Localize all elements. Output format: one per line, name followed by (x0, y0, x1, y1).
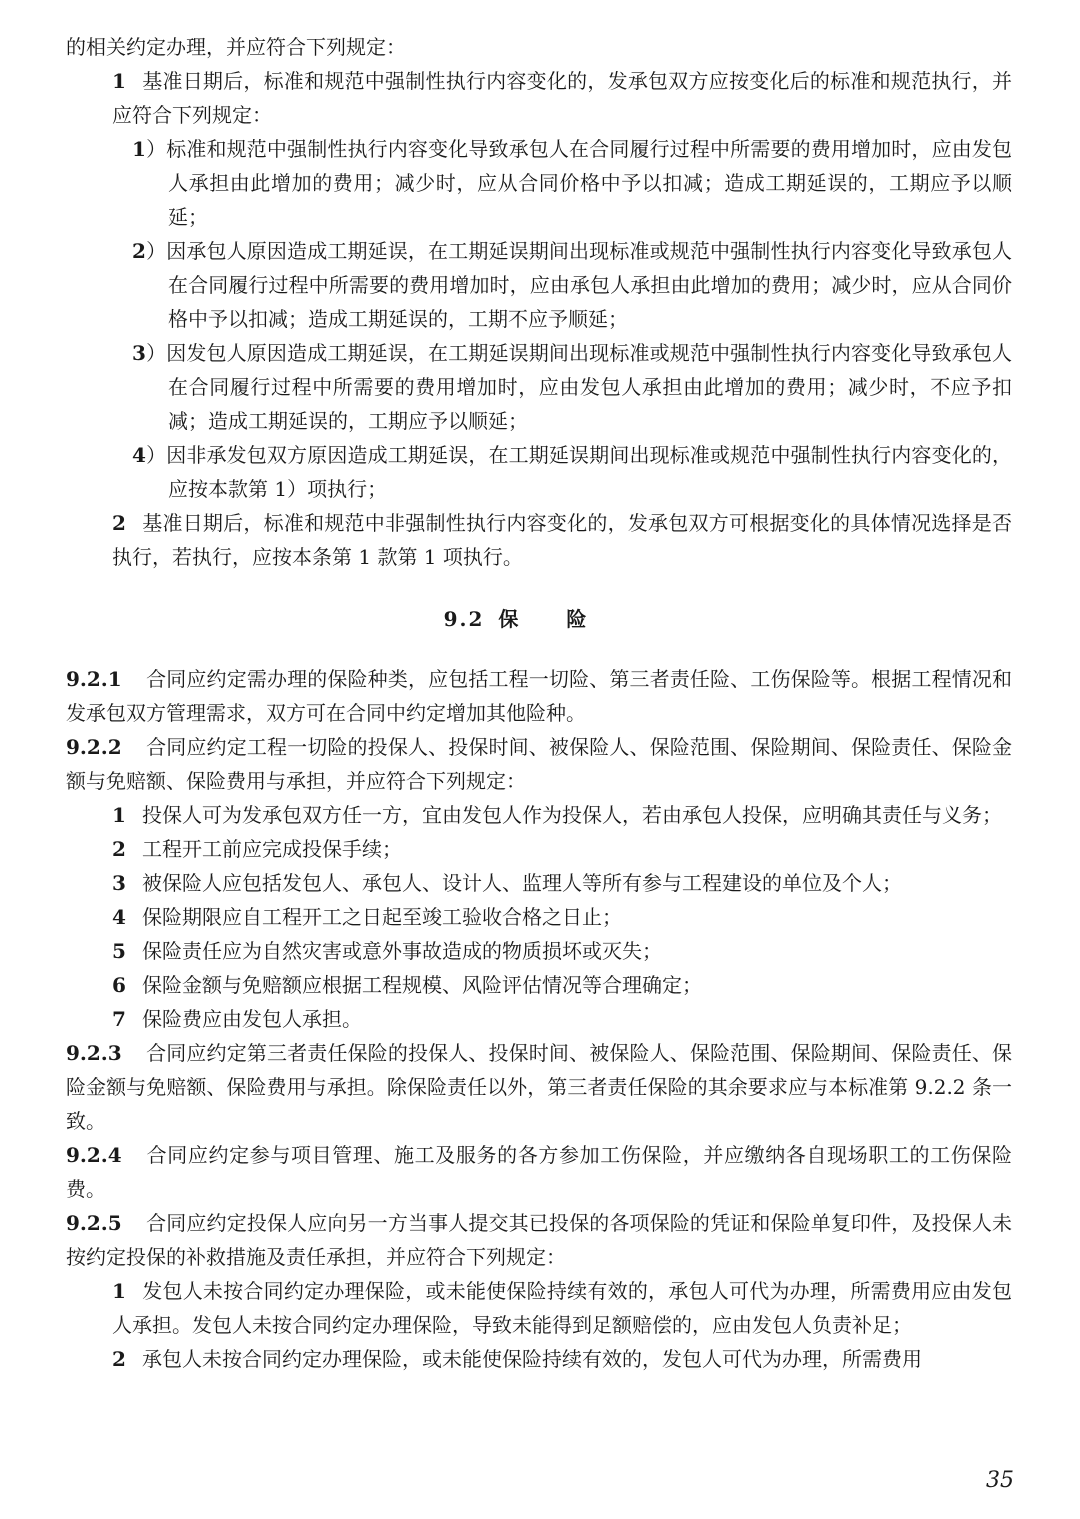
subitem-text: ）标准和规范中强制性执行内容变化导致承包人在合同履行过程中所需要的费用增加时，应由发包人承担由此增加的费用；减少时，应从合同价格中予以扣减；造成工期延误的，工期应予以顺延； (145, 137, 1012, 229)
page-content (66, 30, 1012, 1376)
clause-text: 合同应约定第三者责任保险的投保人、投保时间、被保险人、保险范围、保险期间、保险责任、保险金额与免赔额、保险费用与承担。除保险责任以外，第三者责任保险的其余要求应与本标准第 9.2.2 条一致。 (66, 1041, 1012, 1133)
item-number: 3 (112, 871, 126, 895)
clause-text: 合同应约定需办理的保险种类，应包括工程一切险、第三者责任险、工伤保险等。根据工程情况和发承包双方管理需求，双方可在合同中约定增加其他险种。 (66, 667, 1012, 725)
clause-9-2-2-item-5 (66, 934, 1012, 968)
item-text: 工程开工前应完成投保手续； (142, 837, 402, 861)
item-text: 承包人未按合同约定办理保险，或未能使保险持续有效的，发包人可代为办理，所需费用 (142, 1347, 922, 1371)
clause-number: 9.2.2 (66, 735, 122, 759)
item-text: 发包人未按合同约定办理保险，或未能使保险持续有效的，承包人可代为办理，所需费用应由发包人承担。发包人未按合同约定办理保险，导致未能得到足额赔偿的，应由发包人负责补足； (112, 1279, 1012, 1337)
clause-9-2-5-item-2 (66, 1342, 1012, 1376)
item-text: 保险费应由发包人承担。 (142, 1007, 362, 1031)
item-number: 2 (112, 511, 126, 535)
subitem-number: 3 (132, 341, 146, 365)
subitem-4 (66, 438, 1012, 506)
clause-number: 9.2.5 (66, 1211, 122, 1235)
subitem-1 (66, 132, 1012, 234)
item-text: 保险期限应自工程开工之日起至竣工验收合格之日止； (142, 905, 622, 929)
subitem-number: 1 (132, 137, 146, 161)
subitem-3 (66, 336, 1012, 438)
clause-number: 9.2.1 (66, 667, 122, 691)
subitem-2 (66, 234, 1012, 336)
clause-text: 合同应约定参与项目管理、施工及服务的各方参加工伤保险，并应缴纳各自现场职工的工伤保险费。 (66, 1143, 1012, 1201)
subitem-text: ）因非承发包双方原因造成工期延误，在工期延误期间出现标准或规范中强制性执行内容变化的，应按本款第 1）项执行； (145, 443, 1012, 501)
clause-9-2-5-item-1 (66, 1274, 1012, 1342)
section-heading (66, 602, 1012, 636)
item-number: 5 (112, 939, 126, 963)
clause-number: 9.2.4 (66, 1143, 122, 1167)
clause-9-2-2-item-7 (66, 1002, 1012, 1036)
item-number: 7 (112, 1007, 126, 1031)
item-text: 投保人可为发承包双方任一方，宜由发包人作为投保人，若由承包人投保，应明确其责任与义务； (142, 803, 1002, 827)
item-number: 1 (112, 803, 126, 827)
item-number: 2 (112, 837, 126, 861)
clause-9-2-2-item-2 (66, 832, 1012, 866)
item-text: 被保险人应包括发包人、承包人、设计人、监理人等所有参与工程建设的单位及个人； (142, 871, 902, 895)
item-number: 1 (112, 69, 126, 93)
item-number: 1 (112, 1279, 126, 1303)
clause-text: 合同应约定投保人应向另一方当事人提交其已投保的各项保险的凭证和保险单复印件，及投保人未按约定投保的补救措施及责任承担，并应符合下列规定： (66, 1211, 1012, 1269)
clause-9-2-2-item-3 (66, 866, 1012, 900)
clause-9-2-1 (66, 662, 1012, 730)
subitem-number: 2 (132, 239, 146, 263)
item-text: 基准日期后，标准和规范中非强制性执行内容变化的，发承包双方可根据变化的具体情况选择是否执行，若执行，应按本条第 1 款第 1 项执行。 (112, 511, 1012, 569)
clause-text: 合同应约定工程一切险的投保人、投保时间、被保险人、保险范围、保险期间、保险责任、保险金额与免赔额、保险费用与承担，并应符合下列规定： (66, 735, 1012, 793)
item-2 (66, 506, 1012, 574)
clause-9-2-2-item-1 (66, 798, 1012, 832)
item-text: 保险金额与免赔额应根据工程规模、风险评估情况等合理确定； (142, 973, 702, 997)
clause-number: 9.2.3 (66, 1041, 122, 1065)
subitem-number: 4 (132, 443, 146, 467)
clause-9-2-2-item-6 (66, 968, 1012, 1002)
clause-9-2-4 (66, 1138, 1012, 1206)
continued-paragraph: 的相关约定办理，并应符合下列规定： (66, 35, 406, 59)
item-text: 保险责任应为自然灾害或意外事故造成的物质损坏或灭失； (142, 939, 662, 963)
clause-9-2-3 (66, 1036, 1012, 1138)
clause-9-2-2 (66, 730, 1012, 798)
section-title: 保险 (498, 607, 635, 631)
page-number: 35 (986, 1468, 1014, 1493)
section-number: 9.2 (443, 607, 485, 631)
item-1 (66, 64, 1012, 132)
item-text: 基准日期后，标准和规范中强制性执行内容变化的，发承包双方应按变化后的标准和规范执行，并应符合下列规定： (112, 69, 1012, 127)
subitem-text: ）因承包人原因造成工期延误，在工期延误期间出现标准或规范中强制性执行内容变化导致承包人在合同履行过程中所需要的费用增加时，应由承包人承担由此增加的费用；减少时，应从合同价格中予以扣减；造成工期延误的，工期不应予顺延； (145, 239, 1012, 331)
clause-9-2-2-item-4 (66, 900, 1012, 934)
clause-9-2-5 (66, 1206, 1012, 1274)
item-number: 2 (112, 1347, 126, 1371)
item-number: 6 (112, 973, 126, 997)
subitem-text: ）因发包人原因造成工期延误，在工期延误期间出现标准或规范中强制性执行内容变化导致承包人在合同履行过程中所需要的费用增加时，应由发包人承担由此增加的费用；减少时，不应予扣减；造成工期延误的，工期应予以顺延； (145, 341, 1012, 433)
item-number: 4 (112, 905, 126, 929)
